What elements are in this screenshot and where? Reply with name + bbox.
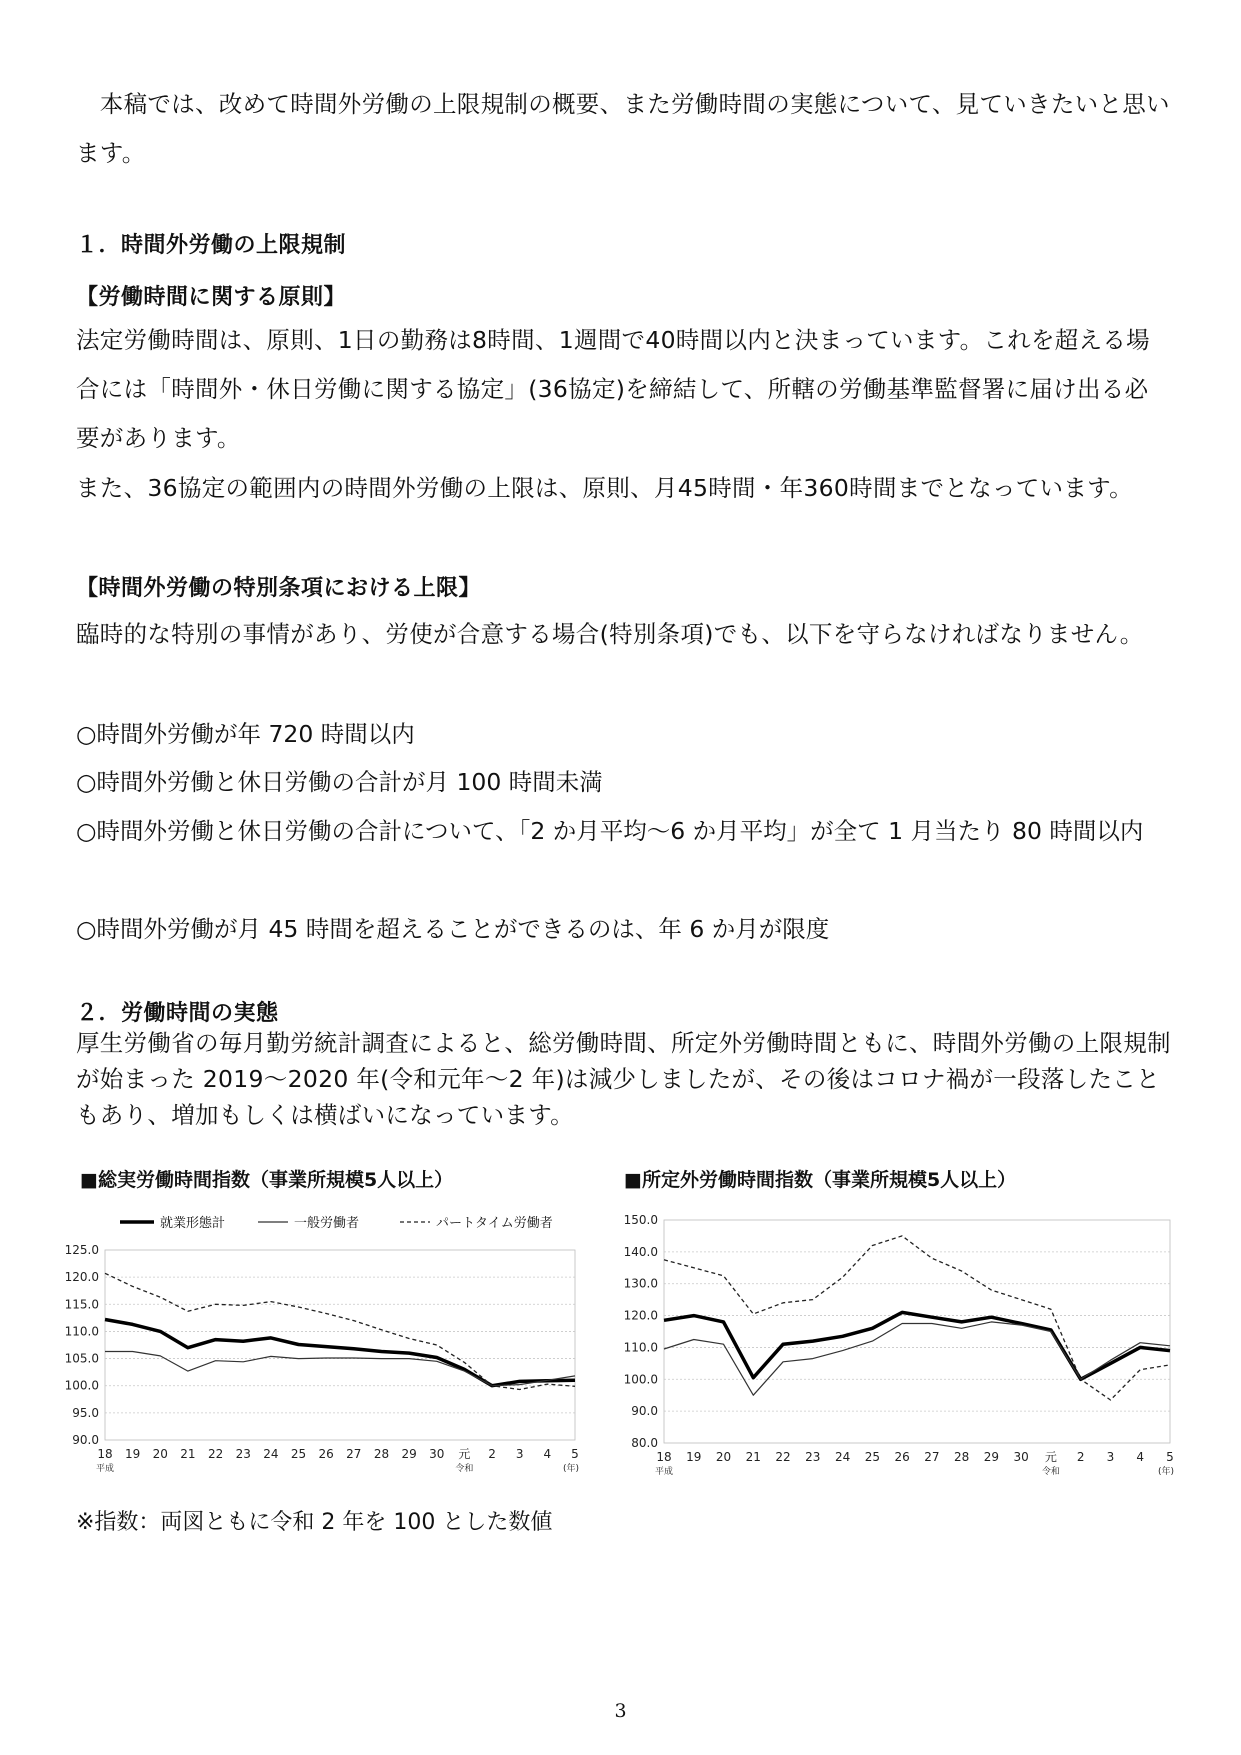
series-line-dashed	[105, 1273, 575, 1389]
x-tick-label: 24	[263, 1447, 279, 1461]
series-line-thick	[664, 1312, 1170, 1379]
era-label: 平成	[95, 1464, 115, 1474]
x-tick-label: 18	[656, 1450, 672, 1464]
y-tick-label: 110.0	[64, 1324, 99, 1339]
x-tick-label: 30	[1013, 1450, 1029, 1464]
x-tick-label: 28	[373, 1447, 390, 1461]
x-tick-label: 27	[346, 1447, 362, 1461]
section1-paragraph-1: 法定労働時間は、原則、1日の勤務は8時間、1週間で40時間以内と決まっています。これを超える場合には「時間外・休日労働に関する協定」(36協定)を締結して、所轄の労働基準監督署に届け出る必要があります。	[76, 326, 1150, 452]
era-label: 平成	[654, 1467, 674, 1477]
legend-label: 就業形態計	[160, 1216, 226, 1231]
x-tick-label: 26	[894, 1450, 910, 1464]
y-tick-label: 80.0	[631, 1436, 658, 1450]
limit-item: ○時間外労働が年 720 時間以内	[76, 720, 415, 748]
era-label: 令和	[455, 1464, 474, 1474]
series-line-dashed	[664, 1236, 1170, 1400]
section1-subheading-principle: 【労働時間に関する原則】	[76, 285, 347, 310]
x-tick-label: 21	[180, 1447, 196, 1461]
era-label: 令和	[1041, 1467, 1060, 1477]
x-tick-label: 19	[686, 1450, 702, 1464]
x-unit-label: (年)	[1157, 1467, 1175, 1477]
limit-item: ○時間外労働が月 45 時間を超えることができるのは、年 6 か月が限度	[76, 915, 830, 943]
x-tick-label: 21	[745, 1450, 761, 1464]
plot-area	[105, 1250, 575, 1440]
intro-paragraph: 本稿では、改めて時間外労働の上限規制の概要、また労働時間の実態について、見ていきたいと思います。	[76, 90, 1170, 167]
x-tick-label: 22	[775, 1450, 791, 1464]
section2-paragraph: 厚生労働省の毎月勤労統計調査によると、総労働時間、所定外労働時間ともに、時間外労働の上限規制が始まった 2019～2020 年(令和元年～2 年)は減少しましたが、その後はコロナ禍が一段落したこともあり、増加もしくは横ばいになっています。	[76, 1029, 1171, 1129]
series-line-thin	[105, 1352, 575, 1386]
section1-subheading-special: 【時間外労働の特別条項における上限】	[76, 576, 482, 601]
x-tick-label: 27	[924, 1450, 940, 1464]
x-tick-label: 元	[1044, 1450, 1057, 1464]
y-tick-label: 110.0	[623, 1340, 658, 1355]
y-tick-label: 90.0	[631, 1404, 658, 1419]
series-line-thick	[105, 1320, 575, 1386]
y-tick-label: 120.0	[64, 1270, 99, 1285]
y-tick-label: 100.0	[623, 1372, 658, 1387]
plot-area	[664, 1220, 1170, 1443]
limit-item: ○時間外労働と休日労働の合計について、「2 か月平均～6 か月平均」が全て 1 月当たり 80 時間以内	[76, 817, 1144, 845]
x-tick-label: 4	[1136, 1450, 1145, 1464]
x-tick-label: 2	[488, 1447, 496, 1461]
y-tick-label: 115.0	[64, 1297, 99, 1312]
x-tick-label: 20	[152, 1447, 168, 1461]
x-tick-label: 5	[1166, 1450, 1174, 1464]
y-tick-label: 150.0	[623, 1213, 658, 1227]
x-tick-label: 22	[207, 1447, 224, 1461]
index-note: ※指数：両図ともに令和 2 年を 100 とした数値	[76, 1510, 553, 1535]
y-tick-label: 95.0	[72, 1405, 99, 1420]
x-tick-label: 28	[954, 1450, 970, 1464]
legend-label: パートタイム労働者	[436, 1216, 553, 1231]
x-tick-label: 25	[864, 1450, 880, 1464]
x-tick-label: 25	[290, 1447, 307, 1461]
x-tick-label: 2	[1076, 1450, 1085, 1464]
y-tick-label: 100.0	[64, 1378, 99, 1393]
section1-paragraph-2: また、36協定の範囲内の時間外労働の上限は、原則、月45時間・年360時間までとなっています。	[76, 474, 1133, 502]
y-tick-label: 120.0	[623, 1308, 658, 1323]
x-tick-label: 30	[429, 1447, 445, 1461]
total-hours-chart	[40, 1200, 600, 1505]
x-tick-label: 19	[125, 1447, 141, 1461]
section1-heading: １．時間外労働の上限規制	[76, 233, 347, 258]
limit-item: ○時間外労働と休日労働の合計が月 100 時間未満	[76, 768, 603, 796]
x-tick-label: 3	[515, 1447, 524, 1461]
overtime-hours-chart	[600, 1200, 1190, 1505]
y-tick-label: 90.0	[72, 1433, 99, 1447]
x-tick-label: 5	[571, 1447, 579, 1461]
x-tick-label: 29	[401, 1447, 417, 1461]
x-tick-label: 4	[543, 1447, 552, 1461]
chart2-title: ■所定外労働時間指数（事業所規模5人以上）	[624, 1169, 1017, 1191]
x-tick-label: 23	[235, 1447, 251, 1461]
y-tick-label: 140.0	[623, 1244, 658, 1259]
y-tick-label: 130.0	[623, 1276, 658, 1291]
x-tick-label: 18	[97, 1447, 113, 1461]
chart1-title: ■総実労働時間指数（事業所規模5人以上）	[80, 1169, 454, 1191]
y-tick-label: 125.0	[64, 1243, 99, 1257]
x-tick-label: 26	[318, 1447, 334, 1461]
section2-heading: ２．労働時間の実態	[76, 1001, 279, 1026]
x-tick-label: 24	[834, 1450, 851, 1464]
x-tick-label: 20	[715, 1450, 732, 1464]
section1-paragraph-3: 臨時的な特別の事情があり、労使が合意する場合(特別条項)でも、以下を守らなければなりません。	[76, 620, 1144, 648]
page-number: 3	[614, 1700, 627, 1722]
x-tick-label: 23	[805, 1450, 821, 1464]
legend-label: 一般労働者	[294, 1216, 360, 1231]
x-tick-label: 元	[458, 1447, 471, 1461]
y-tick-label: 105.0	[64, 1351, 99, 1366]
series-line-thin	[664, 1322, 1170, 1395]
x-tick-label: 29	[983, 1450, 1000, 1464]
x-unit-label: (年)	[562, 1464, 580, 1474]
x-tick-label: 3	[1106, 1450, 1115, 1464]
